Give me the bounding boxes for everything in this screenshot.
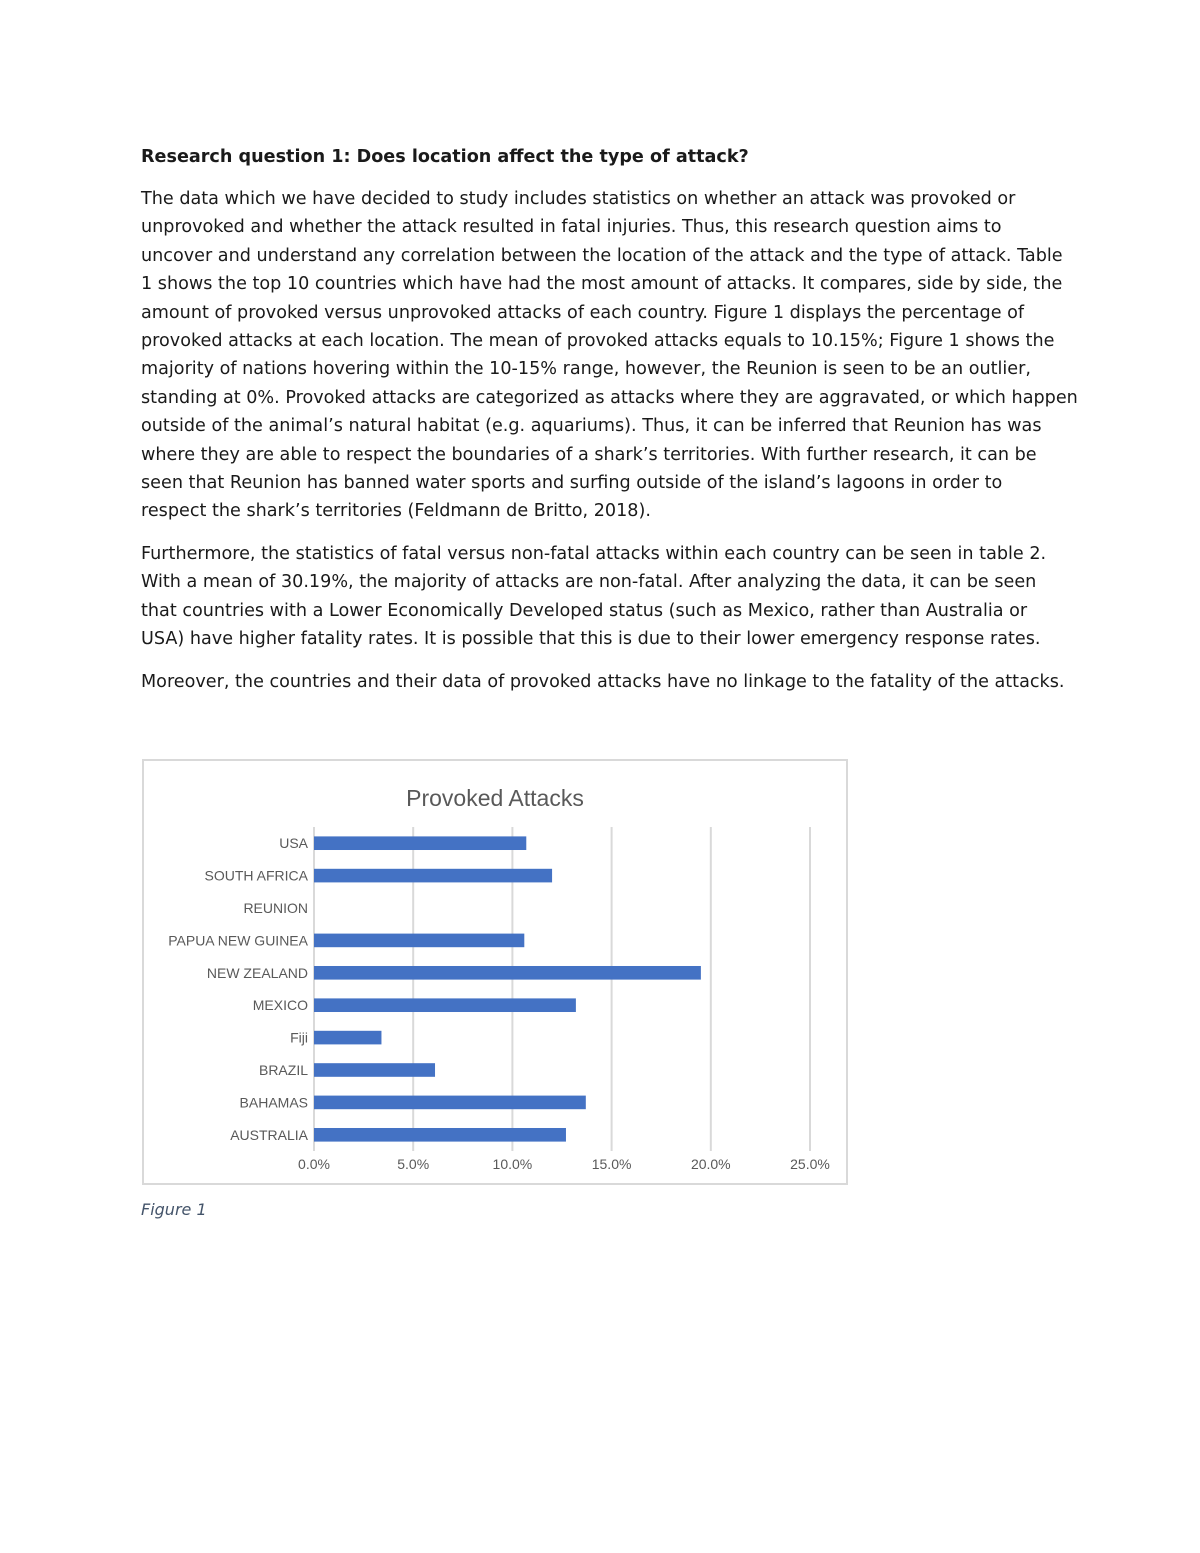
- paragraph-line: respect the shark’s territories (Feldmann de Britto, 2018).: [141, 501, 651, 522]
- category-label: BRAZIL: [258, 1062, 308, 1078]
- paragraph-line: 1 shows the top 10 countries which have had the most amount of attacks. It compares, side by side, the: [141, 274, 1063, 295]
- paragraph-2: [141, 540, 1056, 654]
- category-label: SOUTH AFRICA: [204, 867, 308, 884]
- paragraph-line: amount of provoked versus unprovoked attacks of each country. Figure 1 displays the percentage of: [141, 302, 1025, 323]
- document-body: [141, 143, 1078, 710]
- bar-australia: [314, 1128, 566, 1142]
- category-label: Fiji: [290, 1029, 308, 1046]
- category-label: BAHAMAS: [239, 1094, 308, 1111]
- x-tick-label: 0.0%: [298, 1156, 330, 1172]
- category-label: REUNION: [243, 900, 308, 916]
- x-tick-label: 5.0%: [397, 1156, 430, 1172]
- paragraph-line: standing at 0%. Provoked attacks are categorized as attacks where they are aggravated, or which happen: [141, 387, 1078, 408]
- paragraph-3: [141, 668, 1065, 696]
- paragraph-line: unprovoked and whether the attack resulted in fatal injuries. Thus, this research question aims to: [141, 217, 1002, 238]
- bar-usa: [314, 836, 526, 850]
- paragraph-line: seen that Reunion has banned water sports and surfing outside of the island’s lagoons in order to: [141, 473, 1003, 494]
- chart-title: Provoked Attacks: [406, 785, 584, 811]
- bar-new-zealand: [314, 966, 701, 980]
- figure-caption: Figure 1: [141, 1200, 207, 1219]
- bar-papua-new-guinea: [314, 934, 524, 948]
- bar-mexico: [314, 998, 576, 1012]
- paragraph-line: provoked attacks at each location. The mean of provoked attacks equals to 10.15%; Figure 1 shows the: [141, 331, 1055, 352]
- bar-bahamas: [314, 1096, 586, 1110]
- bar-brazil: [314, 1063, 435, 1077]
- category-label: USA: [279, 835, 308, 852]
- category-label: AUSTRALIA: [230, 1126, 308, 1143]
- chart-frame: [142, 759, 848, 1185]
- category-label: PAPUA NEW GUINEA: [168, 932, 308, 949]
- paragraph-line: outside of the animal’s natural habitat (e.g. aquariums). Thus, it can be inferred that Reunion has was: [141, 416, 1042, 437]
- x-tick-label: 10.0%: [492, 1156, 533, 1172]
- paragraph-line: Furthermore, the statistics of fatal versus non-fatal attacks within each country can be seen in table 2.: [141, 543, 1047, 564]
- paragraph-line: USA) have higher fatality rates. It is possible that this is due to their lower emergency response rates.: [141, 629, 1041, 650]
- category-label: NEW ZEALAND: [206, 964, 308, 981]
- x-tick-label: 15.0%: [591, 1156, 632, 1172]
- paragraph-line: The data which we have decided to study includes statistics on whether an attack was provoked or: [141, 189, 1016, 209]
- section-heading: Research question 1: Does location affect the type of attack?: [141, 147, 749, 167]
- paragraph-line: majority of nations hovering within the 10-15% range, however, the Reunion is seen to be an outlier,: [141, 359, 1031, 380]
- bar-fiji: [314, 1031, 381, 1045]
- x-tick-label: 25.0%: [790, 1156, 830, 1172]
- bar-south-africa: [314, 869, 552, 883]
- paragraph-1: [141, 185, 1078, 526]
- paragraph-line: that countries with a Lower Economically Developed status (such as Mexico, rather than Australia or: [141, 600, 1028, 621]
- paragraph-line: With a mean of 30.19%, the majority of attacks are non-fatal. After analyzing the data, it can be seen: [141, 572, 1037, 593]
- paragraph-line: where they are able to respect the boundaries of a shark’s territories. With further research, it can be: [141, 444, 1037, 465]
- paragraph-line: uncover and understand any correlation between the location of the attack and the type of attack. Table: [141, 245, 1063, 266]
- provoked-attacks-chart: [144, 761, 846, 1183]
- x-tick-label: 20.0%: [690, 1156, 731, 1172]
- paragraph-line: Moreover, the countries and their data of provoked attacks have no linkage to the fatality of the attacks.: [141, 671, 1065, 692]
- category-label: MEXICO: [252, 997, 308, 1014]
